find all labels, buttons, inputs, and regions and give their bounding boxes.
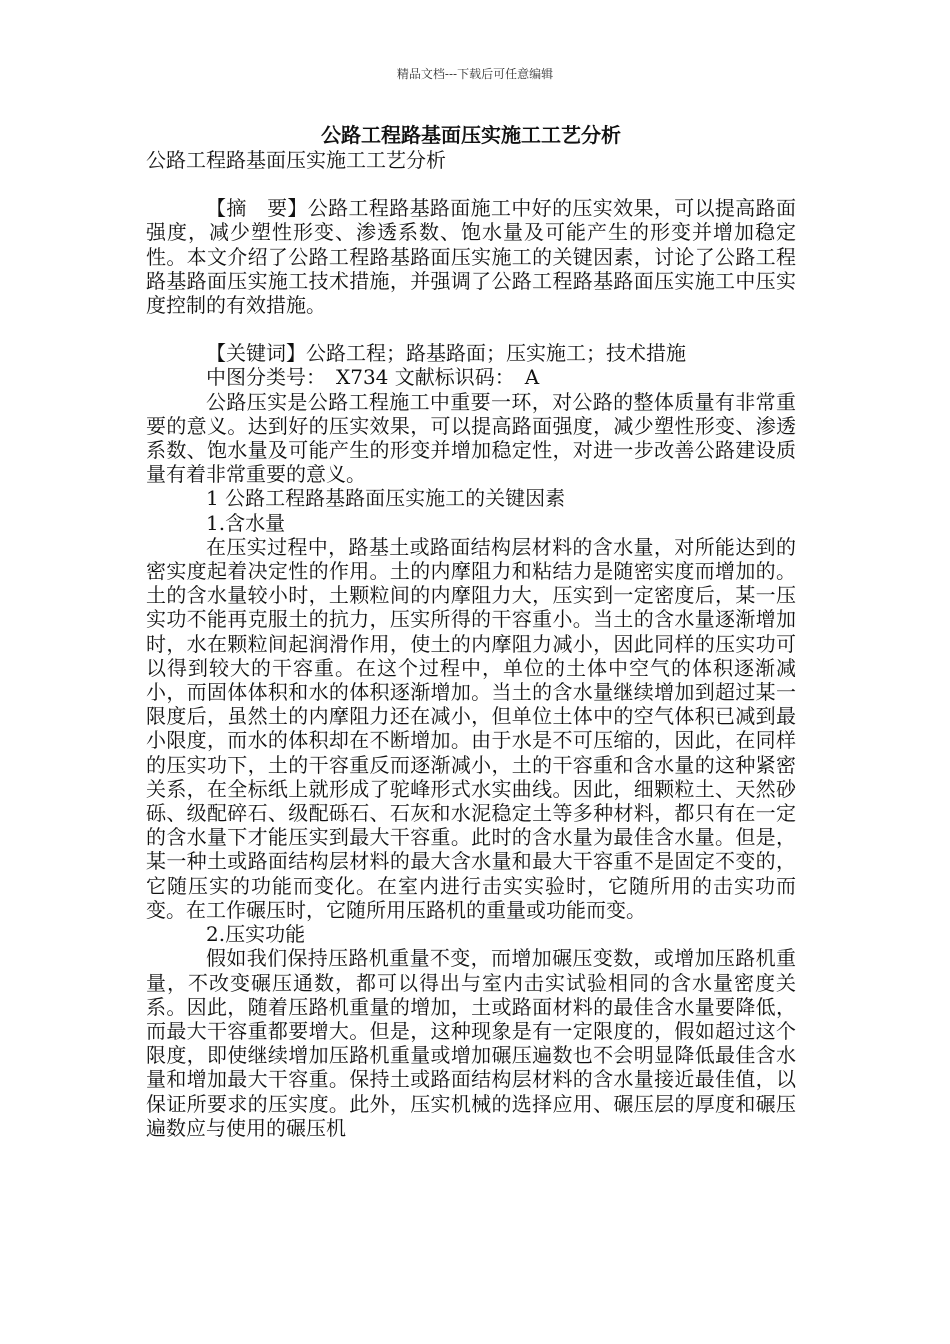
abstract-paragraph: 【摘 要】公路工程路基路面施工中好的压实效果，可以提高路面强度，减少塑性形变、渗透系数、饱水量及可能产生的形变并增加稳定性。本文介绍了公路工程路基路面压实施工的关键因素，讨论了公路工程路基路面压实施工技术措施，并强调了公路工程路基路面压实施工中压实度控制的有效措施。 [146, 196, 796, 318]
document-subtitle: 公路工程路基面压实施工工艺分析 [146, 148, 446, 172]
subsection-1-heading: 1.含水量 [206, 510, 286, 535]
spacer [146, 317, 796, 341]
subsection-2-paragraph: 假如我们保持压路机重量不变，而增加碾压变数，或增加压路机重量，不改变碾压通数，都可以得出与室内击实试验相同的含水量密度关系。因此，随着压路机重量的增加，土或路面材料的最佳含水量要降低，而最大干容重都要增大。但是，这种现象是有一定限度的，假如超过这个限度，即使继续增加压路机重量或增加碾压遍数也不会明显降低最佳含水量和增加最大干容重。保持土或路面结构层材料的含水量接近最佳值，以保证所要求的压实度。此外，压实机械的选择应用、碾压层的厚度和碾压遍数应与使用的碾压机 [146, 946, 796, 1140]
intro-paragraph: 公路压实是公路工程施工中重要一环，对公路的整体质量有非常重要的意义。达到好的压实效果，可以提高路面强度，减少塑性形变、渗透系数、饱水量及可能产生的形变并增加稳定性，对进一步改善公路建设质量有着非常重要的意义。 [146, 389, 796, 487]
document-body [146, 122, 796, 1140]
subsection-1-paragraph: 在压实过程中，路基土或路面结构层材料的含水量，对所能达到的密实度起着决定性的作用。土的内摩阻力和粘结力是随密实度而增加的。土的含水量较小时，土颗粒间的内摩阻力大，压实到一定密度后，某一压实功不能再克服土的抗力，压实所得的干容重小。当土的含水量逐渐增加时，水在颗粒间起润滑作用，使土的内摩阻力减小，因此同样的压实功可以得到较大的干容重。在这个过程中，单位的土体中空气的体积逐渐减小，而固体体积和水的体积逐渐增加。当土的含水量继续增加到超过某一限度后，虽然土的内摩阻力还在减小，但单位土体中的空气体积已减到最小限度，而水的体积却在不断增加。由于水是不可压缩的，因此，在同样的压实功下，土的干容重反而逐渐减小，土的干容重和含水量的这种紧密关系，在全标纸上就形成了驼峰形式水实曲线。因此，细颗粒土、天然砂砾、级配碎石、级配砾石、石灰和水泥稳定土等多种材料，都只有在一定的含水量下才能压实到最大干容重。此时的含水量为最佳含水量。但是，某一种土或路面结构层材料的最大含水量和最大干容重不是固定不变的，它随压实的功能而变化。在室内进行击实实验时，它随所用的击实功而变。在工作碾压时，它随所用压路机的重量或功能而变。 [146, 534, 796, 922]
subsection-2-heading: 2.压实功能 [206, 922, 306, 947]
document-title: 公路工程路基面压实施工工艺分析 [321, 123, 621, 147]
spacer [146, 172, 796, 196]
classification-line: 中图分类号： X734 文献标识码： A [206, 365, 540, 390]
section-1-heading: 1 公路工程路基路面压实施工的关键因素 [206, 486, 566, 511]
header-note: 精品文档---下载后可任意编辑 [396, 67, 554, 81]
keywords-line: 【关键词】公路工程；路基路面；压实施工；技术措施 [206, 341, 686, 366]
